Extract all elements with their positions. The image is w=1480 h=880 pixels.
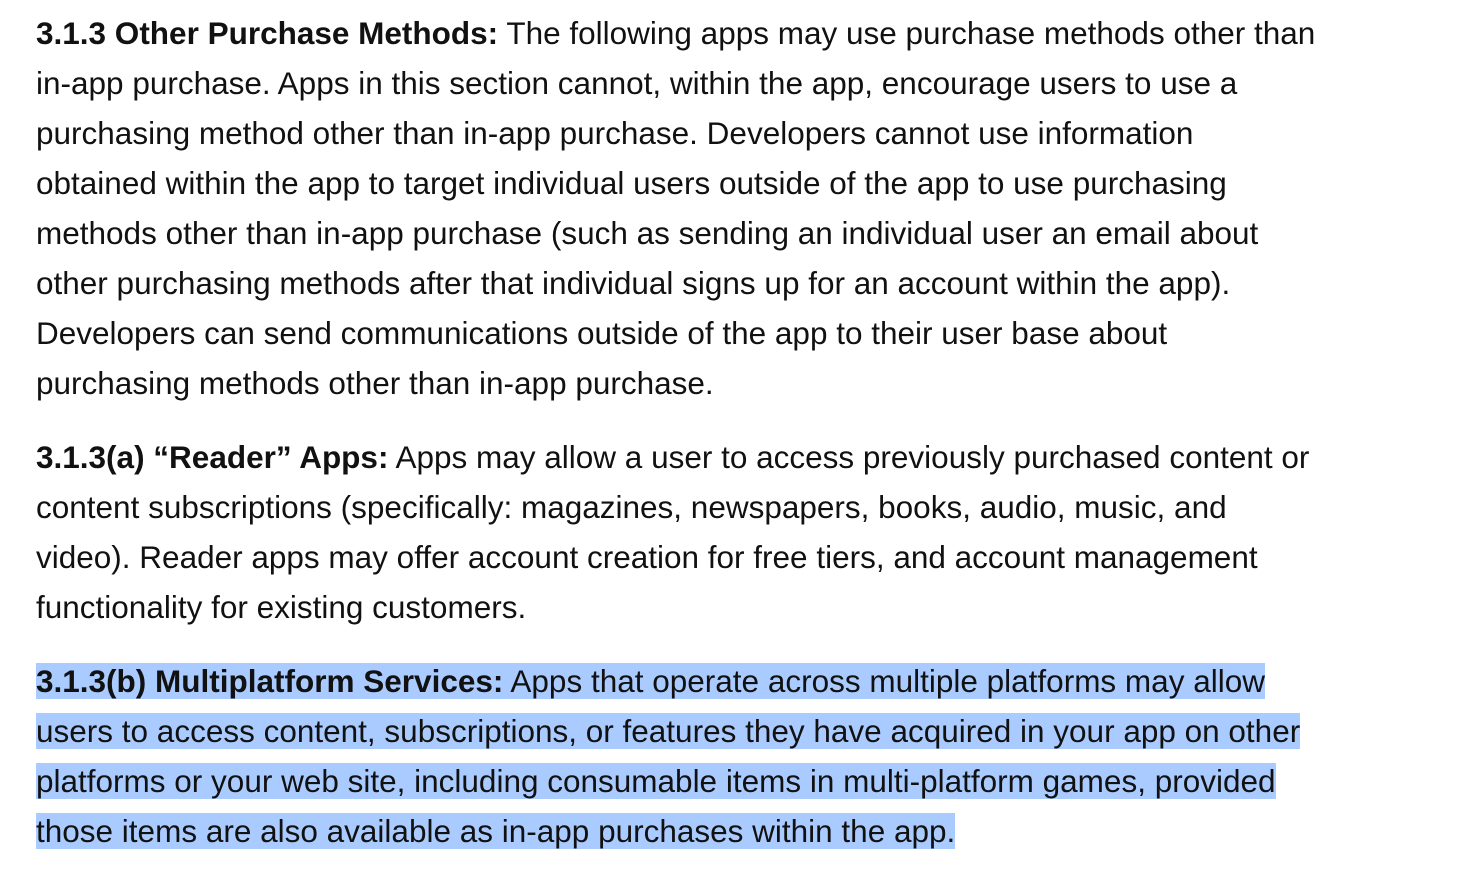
section-heading: 3.1.3(b) Multiplatform Services: (36, 663, 504, 699)
selected-text-line: 3.1.3(b) Multiplatform Services: Apps that operate across multiple platforms may allow (36, 663, 1265, 699)
paragraph-line: video). Reader apps may offer account creation for free tiers, and account management (36, 539, 1258, 575)
paragraph-line: functionality for existing customers. (36, 589, 527, 625)
paragraph-line: purchasing methods other than in-app purchase. (36, 365, 714, 401)
paragraph-line: The following apps may use purchase methods other than (506, 15, 1316, 51)
selected-text-line: those items are also available as in-app purchases within the app. (36, 813, 956, 849)
paragraph-line: purchasing method other than in-app purchase. Developers cannot use information (36, 115, 1194, 151)
paragraph-line: content subscriptions (specifically: magazines, newspapers, books, audio, music, and (36, 489, 1227, 525)
selected-text-line: platforms or your web site, including consumable items in multi-platform games, provided (36, 763, 1276, 799)
section-heading: 3.1.3 Other Purchase Methods: (36, 15, 499, 51)
paragraph-other-purchase-methods (36, 8, 1436, 408)
paragraph-line: Developers can send communications outside of the app to their user base about (36, 315, 1168, 351)
paragraph-line: methods other than in-app purchase (such as sending an individual user an email about (36, 215, 1259, 251)
section-heading: 3.1.3(a) “Reader” Apps: (36, 439, 389, 475)
paragraph-reader-apps (36, 432, 1436, 632)
paragraph-line: Apps may allow a user to access previously purchased content or (395, 439, 1310, 475)
document-body (36, 8, 1436, 880)
paragraph-multiplatform-services-selected[interactable] (36, 656, 1436, 856)
paragraph-line: in-app purchase. Apps in this section cannot, within the app, encourage users to use a (36, 65, 1238, 101)
paragraph-line: other purchasing methods after that individual signs up for an account within the app). (36, 265, 1231, 301)
paragraph-line: obtained within the app to target individual users outside of the app to use purchasing (36, 165, 1227, 201)
selected-text-line: users to access content, subscriptions, or features they have acquired in your app on other (36, 713, 1301, 749)
